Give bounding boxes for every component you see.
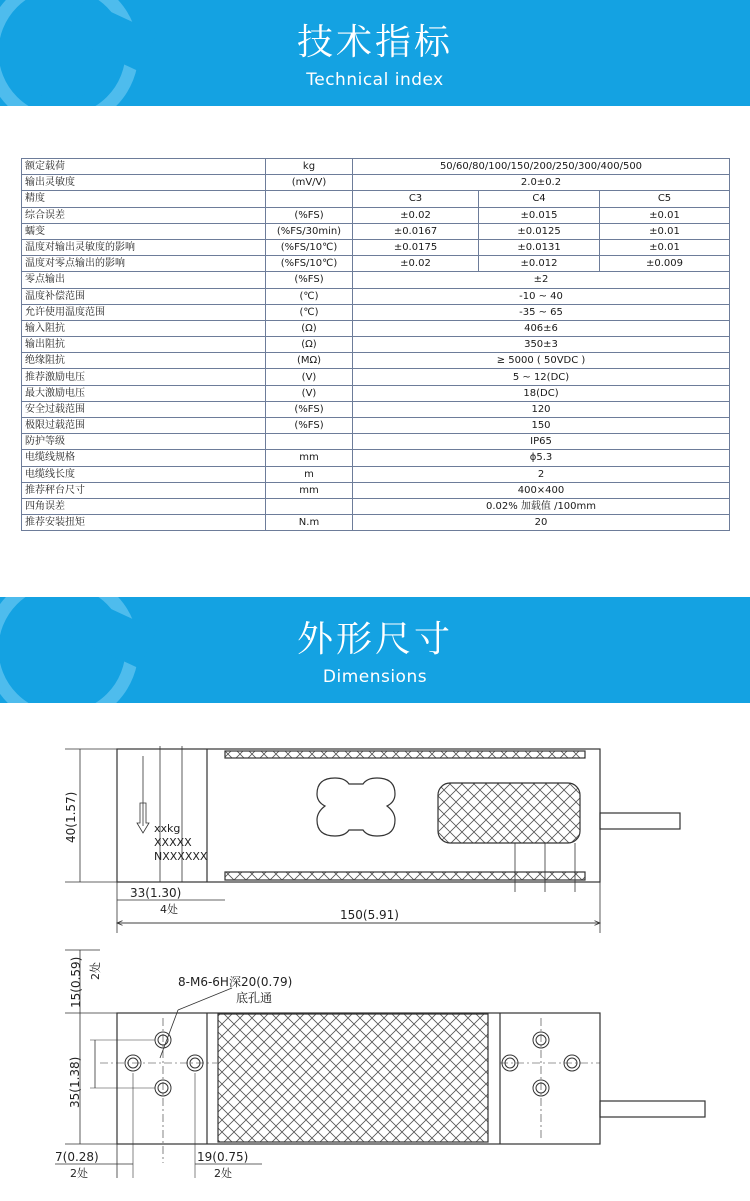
spec-row (22, 353, 730, 369)
spec-value-cell: 5 ~ 12(DC) (353, 369, 730, 385)
dim-hole-offset-note: 4处 (160, 903, 178, 916)
spec-row (22, 223, 730, 239)
spec-table (21, 158, 730, 531)
spec-value-cell: 406±6 (353, 320, 730, 336)
spec-value-cell: (Ω) (266, 320, 353, 336)
spec-row (22, 498, 730, 514)
marking-model: XXXXX (154, 836, 192, 849)
spec-value-cell: mm (266, 450, 353, 466)
spec-value-cell: ±2 (353, 272, 730, 288)
spec-value-cell: -35 ~ 65 (353, 304, 730, 320)
spec-row (22, 515, 730, 531)
spec-value-cell: ±0.012 (479, 256, 600, 272)
spec-value-cell: IP65 (353, 434, 730, 450)
spec-row (22, 337, 730, 353)
spec-value-cell: 20 (353, 515, 730, 531)
spec-row (22, 482, 730, 498)
bending-beam-cutout (317, 778, 395, 836)
spec-row (22, 175, 730, 191)
spec-label-cell: 最大激励电压 (22, 385, 266, 401)
spec-label-cell: 电缆线长度 (22, 466, 266, 482)
spec-value-cell: N.m (266, 515, 353, 531)
spec-label-cell: 蠕变 (22, 223, 266, 239)
spec-row (22, 304, 730, 320)
spec-label-cell: 推荐激励电压 (22, 369, 266, 385)
spec-label-cell: 输出阻抗 (22, 337, 266, 353)
spec-value-cell: (%FS) (266, 272, 353, 288)
spec-value-cell (266, 434, 353, 450)
spec-value-cell: 350±3 (353, 337, 730, 353)
spec-row (22, 191, 730, 207)
spec-value-cell: C3 (353, 191, 479, 207)
dim-left-edge-note: 2处 (70, 1167, 88, 1180)
section-subtitle: Technical index (306, 70, 444, 90)
spec-value-cell: C5 (600, 191, 730, 207)
spec-row (22, 159, 730, 175)
dim-height-label: 40(1.57) (64, 791, 78, 843)
spec-value-cell: (%FS/10℃) (266, 239, 353, 255)
dim-edge-label: 15(0.59) (69, 956, 83, 1008)
section-subtitle: Dimensions (322, 667, 428, 687)
spec-value-cell (266, 498, 353, 514)
top-slot (225, 751, 585, 758)
spec-label-cell: 防护等级 (22, 434, 266, 450)
spec-value-cell: C4 (479, 191, 600, 207)
section-title: 外形尺寸 (296, 619, 453, 660)
spec-value-cell: (V) (266, 385, 353, 401)
dim-hole-spread-label: 19(0.75) (197, 1150, 249, 1164)
spec-row (22, 466, 730, 482)
section-title: 技术指标 (296, 22, 453, 63)
spec-label-cell: 允许使用温度范围 (22, 304, 266, 320)
marking-serial: NXXXXXX (154, 850, 208, 863)
dim-hole-spacing-label: 35(1.38) (68, 1056, 82, 1108)
spec-label-cell: 温度对输出灵敏度的影响 (22, 239, 266, 255)
side-view-labels (64, 792, 399, 922)
spec-label-cell: 极限过载范围 (22, 418, 266, 434)
spec-label-cell: 安全过载范围 (22, 401, 266, 417)
spec-value-cell: (mV/V) (266, 175, 353, 191)
spec-row (22, 272, 730, 288)
spec-value-cell: mm (266, 482, 353, 498)
spec-value-cell: ±0.01 (600, 239, 730, 255)
spec-row (22, 434, 730, 450)
dim-edge-note: 2处 (89, 962, 102, 980)
spec-label-cell: 四角误差 (22, 498, 266, 514)
spec-row (22, 239, 730, 255)
spec-value-cell: ±0.0167 (353, 223, 479, 239)
marking-capacity: xxkg (154, 822, 181, 835)
spec-value-cell: (V) (266, 369, 353, 385)
spec-value-cell: ±0.0125 (479, 223, 600, 239)
spec-value-cell: (%FS) (266, 207, 353, 223)
spec-value-cell: (Ω) (266, 337, 353, 353)
spec-label-cell: 绝缘阻抗 (22, 353, 266, 369)
spec-row (22, 288, 730, 304)
spec-label-cell: 电缆线规格 (22, 450, 266, 466)
left-mount-holes (125, 1032, 203, 1096)
cable-side (600, 813, 680, 829)
gauge-cover-side (438, 783, 580, 843)
spec-value-cell: (MΩ) (266, 353, 353, 369)
spec-value-cell (266, 191, 353, 207)
spec-value-cell: ±0.015 (479, 207, 600, 223)
spec-row (22, 450, 730, 466)
spec-value-cell: ≥ 5000 ( 50VDC ) (353, 353, 730, 369)
spec-value-cell: 18(DC) (353, 385, 730, 401)
spec-row (22, 385, 730, 401)
dim-hole-offset-label: 33(1.30) (130, 886, 182, 900)
spec-row (22, 256, 730, 272)
spec-value-cell: -10 ~ 40 (353, 288, 730, 304)
spec-label-cell: 额定载荷 (22, 159, 266, 175)
spec-value-cell: ±0.0131 (479, 239, 600, 255)
spec-value-cell: ±0.02 (353, 207, 479, 223)
spec-value-cell: ±0.0175 (353, 239, 479, 255)
spec-value-cell: ±0.009 (600, 256, 730, 272)
spec-value-cell: 0.02% 加载值 /100mm (353, 498, 730, 514)
spec-row (22, 369, 730, 385)
spec-value-cell: ϕ5.3 (353, 450, 730, 466)
header-banner-technical (0, 0, 750, 106)
bottom-slot (225, 872, 585, 880)
top-view (55, 950, 705, 1178)
spec-table-body (22, 159, 730, 531)
spec-value-cell: ±0.02 (353, 256, 479, 272)
cable-top (600, 1101, 705, 1117)
spec-row (22, 401, 730, 417)
spec-label-cell: 输入阻抗 (22, 320, 266, 336)
spec-row (22, 207, 730, 223)
spec-value-cell: (℃) (266, 288, 353, 304)
spec-value-cell: ±0.01 (600, 223, 730, 239)
spec-value-cell: kg (266, 159, 353, 175)
spec-value-cell: 150 (353, 418, 730, 434)
spec-value-cell: m (266, 466, 353, 482)
spec-label-cell: 推荐安装扭矩 (22, 515, 266, 531)
spec-label-cell: 综合误差 (22, 207, 266, 223)
spec-value-cell: ±0.01 (600, 207, 730, 223)
spec-row (22, 418, 730, 434)
thread-note: 8-M6-6H深20(0.79) (178, 975, 293, 989)
spec-row (22, 320, 730, 336)
spec-value-cell: (%FS/30min) (266, 223, 353, 239)
spec-label-cell: 输出灵敏度 (22, 175, 266, 191)
spec-value-cell: 50/60/80/100/150/200/250/300/400/500 (353, 159, 730, 175)
spec-value-cell: 120 (353, 401, 730, 417)
spec-value-cell: (℃) (266, 304, 353, 320)
header-banner-dimensions (0, 597, 750, 703)
dimension-drawing (0, 718, 750, 1201)
spec-value-cell: (%FS) (266, 418, 353, 434)
spec-value-cell: (%FS/10℃) (266, 256, 353, 272)
spec-label-cell: 零点输出 (22, 272, 266, 288)
spec-value-cell: (%FS) (266, 401, 353, 417)
dim-hole-spread-note: 2处 (214, 1167, 232, 1180)
spec-value-cell: 2 (353, 466, 730, 482)
spec-label-cell: 精度 (22, 191, 266, 207)
gauge-cover-top (218, 1014, 488, 1142)
spec-label-cell: 推荐秤台尺寸 (22, 482, 266, 498)
dim-length-label: 150(5.91) (340, 908, 399, 922)
spec-label-cell: 温度补偿范围 (22, 288, 266, 304)
spec-value-cell: 2.0±0.2 (353, 175, 730, 191)
dim-left-edge-label: 7(0.28) (55, 1150, 99, 1164)
spec-label-cell: 温度对零点输出的影响 (22, 256, 266, 272)
thread-note-through: 底孔通 (236, 991, 273, 1005)
spec-value-cell: 400×400 (353, 482, 730, 498)
